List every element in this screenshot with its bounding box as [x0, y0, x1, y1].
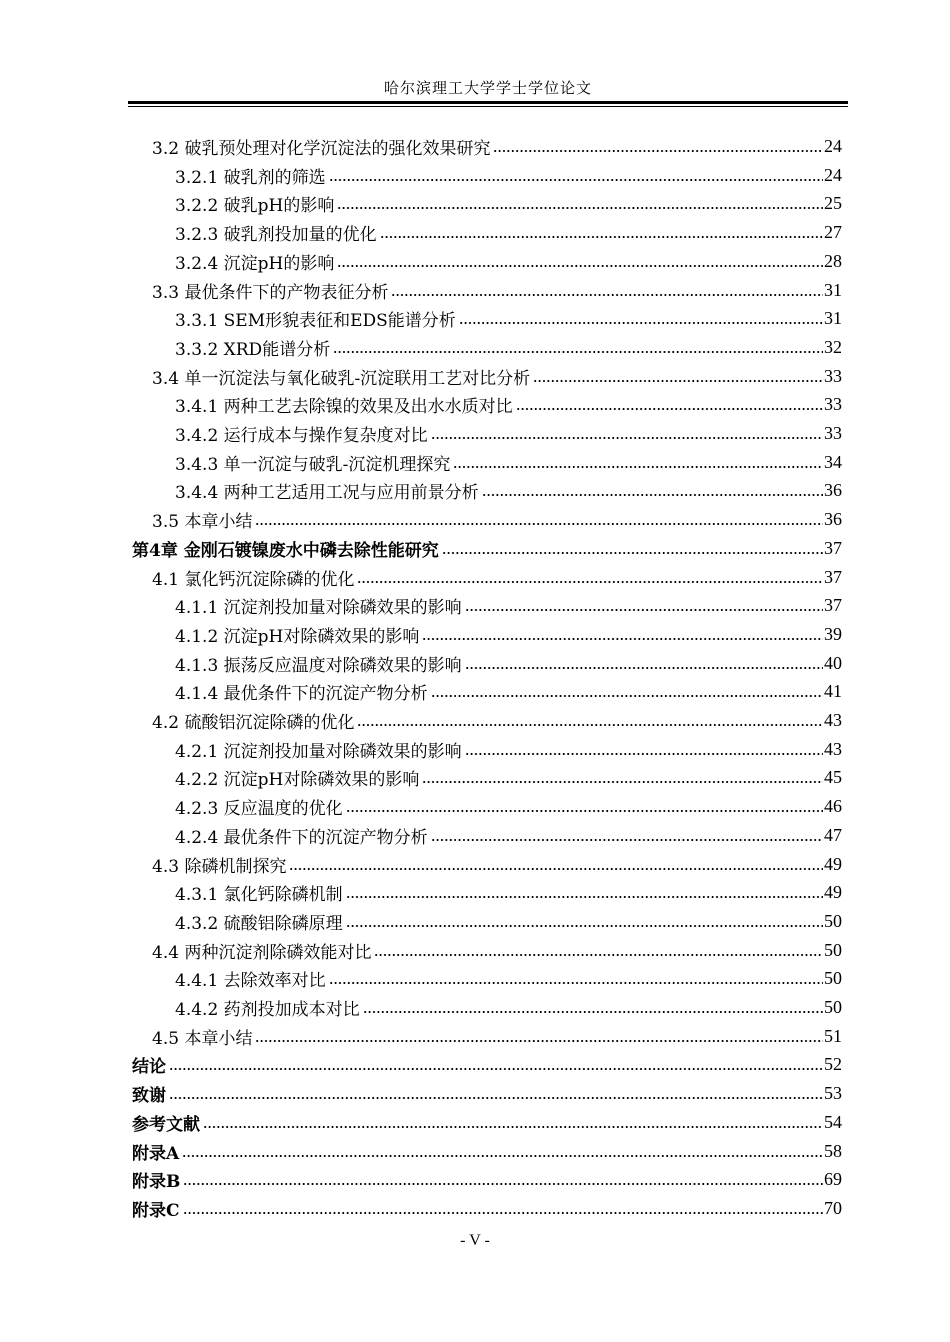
page-number: - V -	[460, 1232, 490, 1249]
toc-dot-leader	[482, 494, 823, 496]
toc-dot-leader	[465, 609, 823, 611]
toc-entry-title: 3.2.4 沉淀pH的影响	[175, 253, 335, 274]
toc-dot-leader	[357, 724, 823, 726]
toc-entry[interactable]	[152, 563, 842, 592]
page-header: 哈尔滨理工大学学士学位论文	[383, 79, 592, 97]
toc-entry-title: 3.4.2 运行成本与操作复杂度对比	[175, 426, 428, 446]
header-rule-thick	[128, 101, 848, 104]
toc-entry[interactable]	[175, 419, 842, 448]
toc-entry-page-number: 40	[824, 652, 842, 673]
toc-row	[0, 706, 950, 735]
toc-dot-leader	[255, 1040, 823, 1042]
toc-entry[interactable]	[175, 821, 842, 850]
toc-dot-leader	[255, 523, 823, 525]
toc-entry[interactable]	[175, 448, 842, 477]
toc-row	[0, 850, 950, 879]
toc-entry[interactable]	[132, 1137, 842, 1166]
toc-entry-title: 4.1.3 振荡反应温度对除磷效果的影响	[175, 655, 462, 676]
toc-entry[interactable]	[152, 1022, 842, 1051]
toc-entry-page-number: 36	[824, 509, 842, 530]
toc-dot-leader	[346, 925, 823, 927]
toc-row	[0, 1194, 950, 1223]
toc-entry-title: 3.4.1 两种工艺去除镍的效果及出水水质对比	[175, 397, 513, 418]
toc-dot-leader	[493, 150, 823, 152]
toc-row	[0, 218, 950, 247]
toc-entry[interactable]	[132, 1108, 842, 1137]
toc-entry-page-number: 69	[824, 1169, 842, 1190]
toc-entry-title: 致谢	[132, 1086, 166, 1107]
toc-entry-page-number: 49	[824, 882, 842, 903]
toc-entry[interactable]	[175, 591, 842, 620]
toc-dot-leader	[459, 322, 823, 324]
toc-entry[interactable]	[175, 964, 842, 993]
toc-entry-page-number: 43	[824, 738, 842, 759]
toc-entry-title: 附录C	[132, 1200, 180, 1221]
toc-row	[0, 649, 950, 678]
toc-dot-leader	[422, 781, 823, 783]
toc-dot-leader	[169, 1097, 823, 1099]
toc-entry-title: 4.5 本章小结	[152, 1028, 253, 1049]
toc-row	[0, 276, 950, 305]
toc-row	[0, 247, 950, 276]
toc-dot-leader	[337, 207, 823, 209]
toc-entry-title: 3.2.1 破乳剂的筛选	[175, 167, 326, 188]
toc-entry-page-number: 31	[824, 308, 842, 329]
toc-dot-leader	[431, 839, 823, 841]
toc-entry-page-number: 28	[824, 250, 842, 271]
toc-entry-title: 附录A	[132, 1143, 180, 1164]
toc-row	[0, 792, 950, 821]
toc-dot-leader	[465, 753, 823, 755]
toc-entry-title: 附录B	[132, 1172, 181, 1193]
toc-entry-page-number: 41	[824, 681, 842, 702]
toc-row	[0, 878, 950, 907]
toc-entry-page-number: 70	[824, 1197, 842, 1218]
toc-dot-leader	[465, 667, 823, 669]
toc-entry-page-number: 50	[824, 968, 842, 989]
toc-entry-title: 3.3.1 SEM形貌表征和EDS能谱分析	[175, 311, 456, 332]
toc-row	[0, 1108, 950, 1137]
toc-entry[interactable]	[152, 362, 842, 391]
toc-entry-title: 结论	[132, 1057, 166, 1078]
toc-row	[0, 1079, 950, 1108]
toc-entry-title: 参考文献	[132, 1114, 200, 1135]
toc-entry[interactable]	[132, 534, 842, 563]
toc-entry-page-number: 58	[824, 1140, 842, 1161]
toc-entry-title: 4.2.4 最优条件下的沉淀产物分析	[175, 827, 428, 848]
toc-entry-page-number: 50	[824, 939, 842, 960]
toc-entry-page-number: 46	[824, 796, 842, 817]
toc-entry[interactable]	[152, 276, 842, 305]
toc-row	[0, 419, 950, 448]
toc-row	[0, 448, 950, 477]
toc-entry-page-number: 37	[824, 566, 842, 587]
toc-entry-title: 3.4.3 单一沉淀与破乳-沉淀机理探究	[175, 454, 451, 475]
toc-entry[interactable]	[132, 1050, 842, 1079]
toc-dot-leader	[182, 1155, 823, 1157]
toc-entry-title: 4.3.2 硫酸铝除磷原理	[175, 913, 343, 934]
toc-entry-title: 3.4 单一沉淀法与氧化破乳-沉淀联用工艺对比分析	[152, 368, 531, 389]
toc-entry[interactable]	[175, 878, 842, 907]
toc-entry-page-number: 34	[824, 451, 842, 472]
toc-row	[0, 591, 950, 620]
toc-entry-page-number: 37	[824, 537, 842, 558]
toc-entry-page-number: 49	[824, 853, 842, 874]
toc-entry-page-number: 32	[824, 336, 842, 357]
toc-entry[interactable]	[175, 189, 842, 218]
toc-entry-title: 3.2.2 破乳pH的影响	[175, 196, 335, 217]
toc-entry-page-number: 51	[824, 1025, 842, 1046]
toc-entry[interactable]	[152, 132, 842, 161]
toc-entry-title: 4.2.2 沉淀pH对除磷效果的影响	[175, 770, 420, 791]
toc-entry-page-number: 31	[824, 279, 842, 300]
toc-row	[0, 1137, 950, 1166]
toc-entry-page-number: 53	[824, 1083, 842, 1104]
toc-dot-leader	[422, 638, 823, 640]
toc-entry-title: 3.2 破乳预处理对化学沉淀法的强化效果研究	[152, 139, 491, 159]
toc-entry-page-number: 33	[824, 394, 842, 415]
toc-entry-title: 3.4.4 两种工艺适用工况与应用前景分析	[175, 483, 479, 504]
toc-row	[0, 993, 950, 1022]
toc-entry[interactable]	[152, 850, 842, 879]
toc-entry-page-number: 36	[824, 480, 842, 501]
toc-dot-leader	[346, 810, 823, 812]
toc-row	[0, 1165, 950, 1194]
toc-entry-title: 3.5 本章小结	[152, 512, 253, 533]
toc-dot-leader	[329, 179, 823, 181]
toc-entry[interactable]	[132, 1165, 842, 1194]
toc-dot-leader	[357, 581, 823, 583]
toc-entry-title: 4.1.2 沉淀pH对除磷效果的影响	[175, 626, 420, 647]
toc-entry-page-number: 33	[824, 365, 842, 386]
toc-entry[interactable]	[175, 763, 842, 792]
toc-row	[0, 1022, 950, 1051]
toc-dot-leader	[431, 437, 823, 439]
toc-row	[0, 763, 950, 792]
toc-entry-page-number: 33	[824, 423, 842, 443]
toc-dot-leader	[374, 954, 823, 956]
toc-entry[interactable]	[175, 620, 842, 649]
toc-entry[interactable]	[175, 476, 842, 505]
toc-dot-leader	[289, 868, 823, 870]
toc-entry[interactable]	[175, 390, 842, 419]
toc-entry[interactable]	[175, 218, 842, 247]
toc-entry-page-number: 45	[824, 767, 842, 788]
toc-entry[interactable]	[152, 936, 842, 965]
toc-row	[0, 907, 950, 936]
toc-entry[interactable]	[175, 735, 842, 764]
toc-entry-title: 第4章 金刚石镀镍废水中磷去除性能研究	[132, 540, 439, 561]
toc-entry-title: 4.2.1 沉淀剂投加量对除磷效果的影响	[175, 741, 462, 762]
toc-entry[interactable]	[175, 649, 842, 678]
toc-entry-title: 4.4.1 去除效率对比	[175, 971, 326, 992]
toc-entry-page-number: 50	[824, 997, 842, 1017]
toc-row	[0, 936, 950, 965]
toc-dot-leader	[333, 351, 823, 353]
toc-row	[0, 534, 950, 563]
toc-entry-page-number: 43	[824, 710, 842, 730]
toc-entry-title: 4.4 两种沉淀剂除磷效能对比	[152, 942, 372, 963]
toc-dot-leader	[391, 294, 823, 296]
toc-entry-title: 4.1.4 最优条件下的沉淀产物分析	[175, 684, 428, 705]
toc-entry-title: 4.3.1 氯化钙除磷机制	[175, 885, 343, 906]
toc-dot-leader	[363, 1011, 823, 1013]
toc-entry[interactable]	[175, 304, 842, 333]
toc-entry[interactable]	[175, 792, 842, 821]
toc-dot-leader	[442, 552, 823, 554]
toc-entry-page-number: 25	[824, 193, 842, 214]
toc-row	[0, 476, 950, 505]
toc-entry-title: 4.2 硫酸铝沉淀除磷的优化	[152, 713, 355, 733]
toc-row	[0, 362, 950, 391]
toc-row	[0, 333, 950, 362]
toc-entry-page-number: 54	[824, 1111, 842, 1132]
toc-dot-leader	[431, 695, 823, 697]
toc-row	[0, 304, 950, 333]
toc-entry[interactable]	[175, 993, 842, 1022]
toc-row	[0, 161, 950, 190]
toc-dot-leader	[516, 408, 823, 410]
toc-row	[0, 189, 950, 218]
toc-dot-leader	[203, 1126, 823, 1128]
toc-entry-page-number: 24	[824, 164, 842, 185]
toc-row	[0, 964, 950, 993]
toc-entry-page-number: 47	[824, 824, 842, 845]
toc-entry-page-number: 52	[824, 1054, 842, 1075]
toc-entry[interactable]	[175, 161, 842, 190]
toc-entry[interactable]	[152, 706, 842, 735]
toc-row	[0, 132, 950, 161]
toc-entry-page-number: 27	[824, 222, 842, 243]
toc-dot-leader	[453, 466, 823, 468]
toc-row	[0, 677, 950, 706]
toc-dot-leader	[183, 1212, 823, 1214]
toc-row	[0, 390, 950, 419]
toc-entry-title: 3.3 最优条件下的产物表征分析	[152, 282, 389, 303]
toc-row	[0, 620, 950, 649]
toc-entry[interactable]	[175, 247, 842, 276]
toc-dot-leader	[346, 896, 823, 898]
toc-row	[0, 821, 950, 850]
toc-dot-leader	[337, 265, 823, 267]
toc-entry-page-number: 50	[824, 910, 842, 931]
toc-row	[0, 735, 950, 764]
toc-entry[interactable]	[132, 1079, 842, 1108]
toc-dot-leader	[329, 982, 823, 984]
toc-dot-leader	[380, 236, 823, 238]
toc-row	[0, 1050, 950, 1079]
toc-entry-page-number: 39	[824, 623, 842, 644]
toc-dot-leader	[169, 1068, 823, 1070]
toc-row	[0, 505, 950, 534]
toc-dot-leader	[533, 380, 823, 382]
toc-entry[interactable]	[132, 1194, 842, 1223]
toc-entry[interactable]	[175, 907, 842, 936]
toc-dot-leader	[183, 1183, 823, 1185]
toc-entry[interactable]	[152, 505, 842, 534]
toc-entry-title: 3.2.3 破乳剂投加量的优化	[175, 225, 377, 246]
toc-entry[interactable]	[175, 333, 842, 362]
toc-entry-title: 4.1 氯化钙沉淀除磷的优化	[152, 569, 355, 590]
toc-entry[interactable]	[175, 677, 842, 706]
toc-entry-title: 4.4.2 药剂投加成本对比	[175, 1000, 360, 1020]
toc-entry-title: 3.3.2 XRD能谱分析	[175, 339, 331, 360]
toc-entry-title: 4.2.3 反应温度的优化	[175, 799, 343, 820]
header-rule-thin	[128, 106, 848, 107]
toc-row	[0, 563, 950, 592]
toc-entry-page-number: 37	[824, 595, 842, 616]
toc-entry-title: 4.3 除磷机制探究	[152, 856, 287, 877]
toc-entry-page-number: 24	[824, 136, 842, 156]
toc-entry-title: 4.1.1 沉淀剂投加量对除磷效果的影响	[175, 598, 462, 619]
